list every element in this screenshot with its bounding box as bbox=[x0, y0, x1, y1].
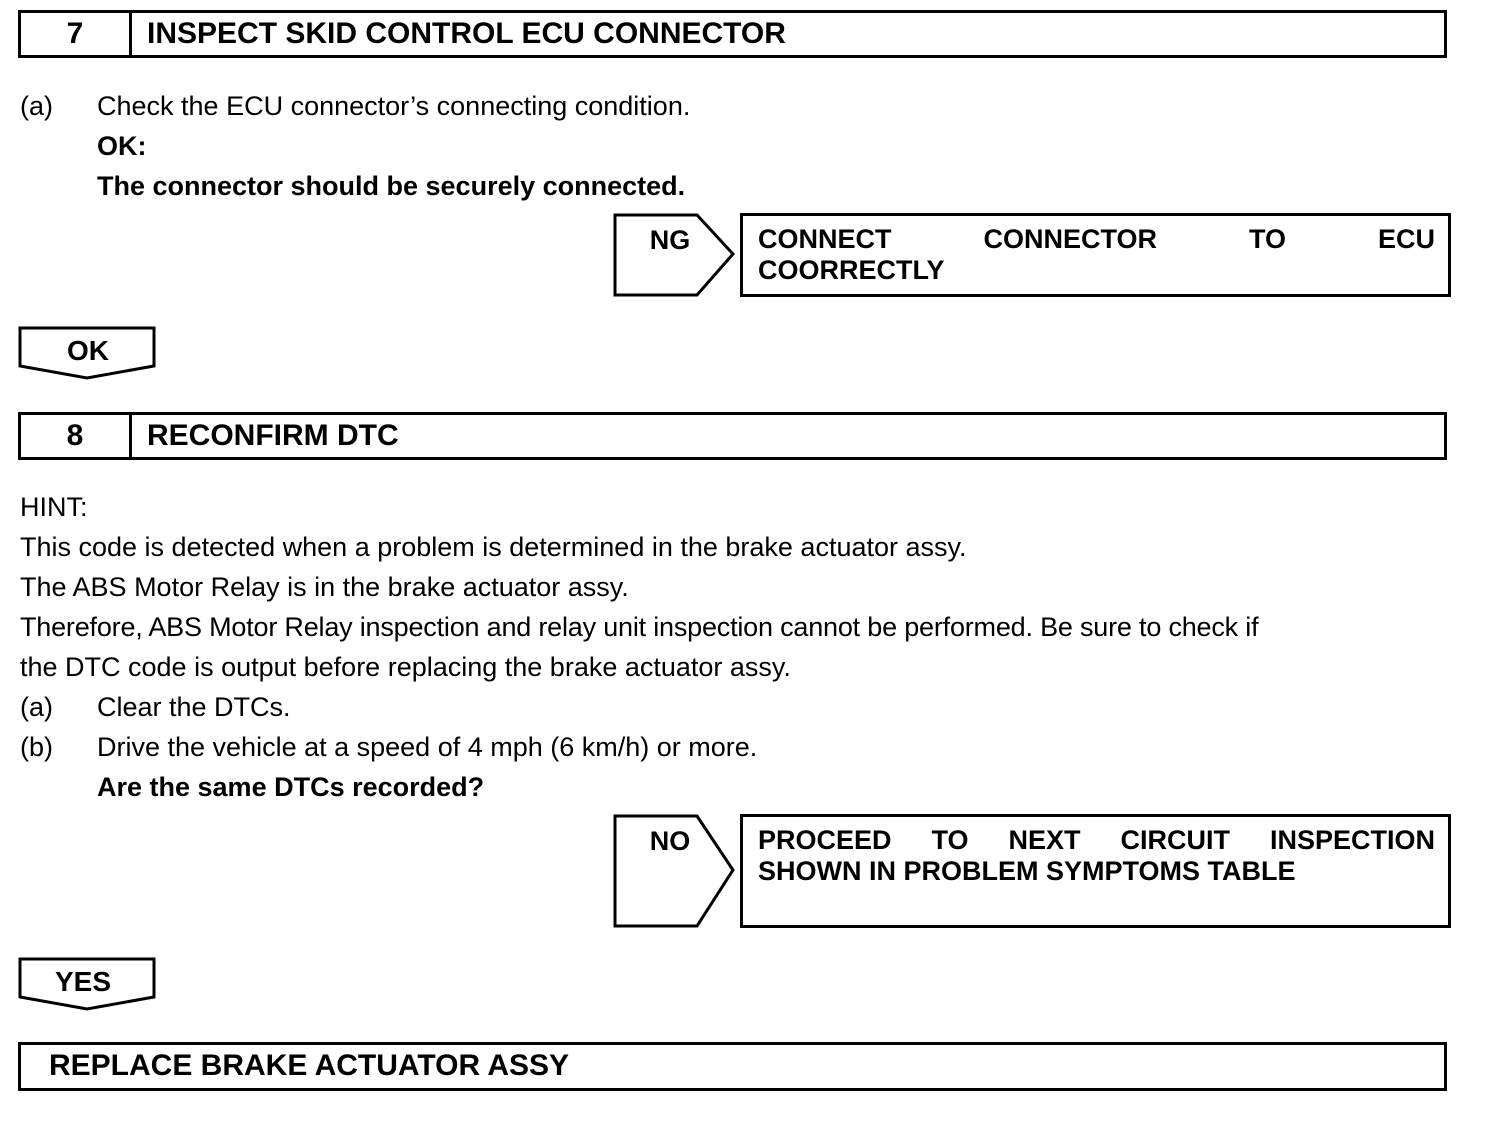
step-8-item-b-text: Drive the vehicle at a speed of 4 mph (6 km/h) or more. bbox=[97, 732, 758, 762]
hint-line-4: the DTC code is output before replacing the brake actuator assy. bbox=[20, 652, 791, 682]
ng-result-word-ecu: ECU bbox=[1377, 224, 1435, 254]
ng-result-word-connect: CONNECT bbox=[758, 224, 892, 254]
ng-result-word-connector: CONNECTOR bbox=[983, 224, 1157, 254]
step-8-item-a-text: Clear the DTCs. bbox=[97, 692, 291, 722]
ng-result-line-2: COORRECTLY bbox=[758, 255, 945, 285]
step-7-ok-label: OK: bbox=[97, 131, 147, 161]
step-7-header bbox=[18, 10, 1447, 58]
step-7-number: 7 bbox=[21, 13, 132, 55]
no-result-word-inspection: INSPECTION bbox=[1269, 825, 1435, 855]
ng-result-line-1 bbox=[758, 224, 1435, 255]
step-7-item-a-marker: (a) bbox=[20, 91, 53, 121]
step-8-question: Are the same DTCs recorded? bbox=[97, 772, 485, 802]
step-7-title: INSPECT SKID CONTROL ECU CONNECTOR bbox=[147, 17, 786, 50]
no-result-line-2: SHOWN IN PROBLEM SYMPTOMS TABLE bbox=[758, 856, 1296, 886]
no-result-word-proceed: PROCEED bbox=[758, 825, 892, 855]
ng-arrow-label: NG bbox=[649, 225, 691, 255]
ok-flow-label: OK bbox=[67, 335, 109, 366]
no-result-line-1 bbox=[758, 825, 1435, 856]
hint-label: HINT: bbox=[20, 492, 88, 522]
final-action-box bbox=[18, 1042, 1447, 1091]
ng-result-word-to: TO bbox=[1248, 224, 1286, 254]
step-8-item-b-marker: (b) bbox=[20, 732, 53, 762]
no-result-box bbox=[740, 814, 1451, 928]
step-7-ok-spec: The connector should be securely connected. bbox=[97, 171, 686, 201]
hint-line-1: This code is detected when a problem is determined in the brake actuator assy. bbox=[20, 532, 967, 562]
step-7-item-a-text: Check the ECU connector’s connecting condition. bbox=[97, 91, 691, 121]
no-result-word-circuit: CIRCUIT bbox=[1120, 825, 1230, 855]
yes-flow-label: YES bbox=[54, 966, 112, 997]
no-arrow-label: NO bbox=[649, 826, 691, 856]
ng-result-box bbox=[740, 213, 1451, 297]
no-result-word-to: TO bbox=[931, 825, 969, 855]
step-8-number: 8 bbox=[21, 415, 132, 457]
step-8-title: RECONFIRM DTC bbox=[147, 419, 399, 452]
step-8-header bbox=[18, 412, 1447, 460]
final-action-title: REPLACE BRAKE ACTUATOR ASSY bbox=[49, 1049, 570, 1082]
step-8-item-a-marker: (a) bbox=[20, 692, 53, 722]
hint-line-2: The ABS Motor Relay is in the brake actuator assy. bbox=[20, 572, 629, 602]
hint-line-3: Therefore, ABS Motor Relay inspection and relay unit inspection cannot be performed. Be sure to check if bbox=[20, 612, 1259, 642]
no-result-word-next: NEXT bbox=[1008, 825, 1081, 855]
